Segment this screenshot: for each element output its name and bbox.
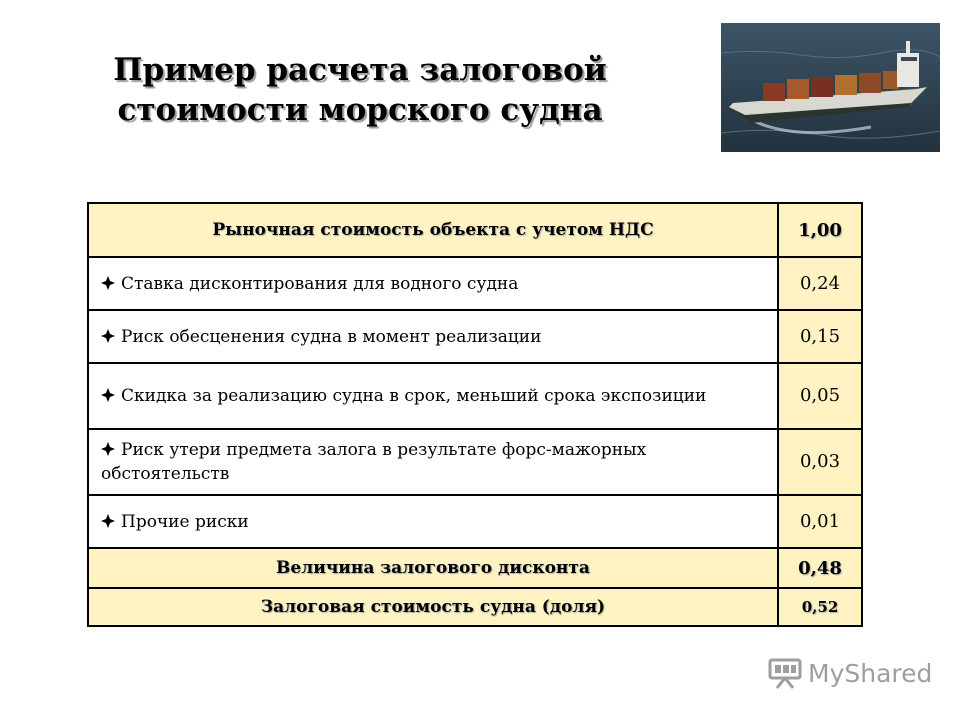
row-label: Риск обесценения судна в момент реализации bbox=[121, 326, 542, 347]
row-label: Риск утери предмета залога в результате форс-мажорных обстоятельств bbox=[101, 440, 647, 484]
market-value: 1,00 bbox=[778, 203, 862, 257]
diamond-bullet-icon bbox=[101, 442, 115, 456]
discount-label: Величина залогового дисконта bbox=[88, 548, 778, 588]
row-value: 0,05 bbox=[778, 363, 862, 429]
market-value-label: Рыночная стоимость объекта с учетом НДС bbox=[88, 203, 778, 257]
pledge-label: Залоговая стоимость судна (доля) bbox=[88, 588, 778, 626]
row-label: Ставка дисконтирования для водного судна bbox=[121, 273, 519, 294]
title-line-1: Пример расчета залоговой bbox=[113, 52, 607, 88]
diamond-bullet-icon bbox=[101, 276, 115, 290]
valuation-table bbox=[87, 202, 863, 627]
table-row bbox=[88, 257, 862, 310]
page-title bbox=[60, 50, 660, 130]
table-row bbox=[88, 310, 862, 363]
row-label: Прочие риски bbox=[121, 511, 249, 532]
ship-photo bbox=[721, 23, 940, 152]
row-value: 0,03 bbox=[778, 429, 862, 495]
diamond-bullet-icon bbox=[101, 514, 115, 528]
diamond-bullet-icon bbox=[101, 329, 115, 343]
diamond-bullet-icon bbox=[101, 388, 115, 402]
row-value: 0,15 bbox=[778, 310, 862, 363]
title-line-2: стоимости морского судна bbox=[117, 92, 603, 128]
table-row bbox=[88, 363, 862, 429]
watermark-text: MyShared bbox=[808, 658, 933, 688]
watermark bbox=[768, 655, 932, 691]
discount-row bbox=[88, 548, 862, 588]
row-label: Скидка за реализацию судна в срок, меньший срока экспозиции bbox=[121, 386, 707, 406]
pledge-value: 0,52 bbox=[778, 588, 862, 626]
discount-value: 0,48 bbox=[778, 548, 862, 588]
presentation-icon bbox=[768, 657, 802, 689]
row-value: 0,24 bbox=[778, 257, 862, 310]
table-row bbox=[88, 429, 862, 495]
table-header-row bbox=[88, 203, 862, 257]
table-row bbox=[88, 495, 862, 548]
row-value: 0,01 bbox=[778, 495, 862, 548]
pledge-row bbox=[88, 588, 862, 626]
